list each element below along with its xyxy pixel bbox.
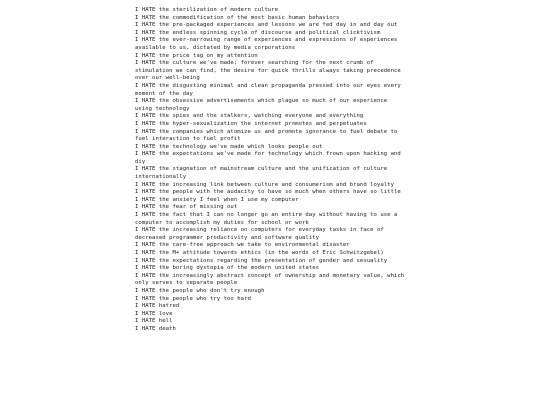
text-line: I HATE the expectations we've made for technology which frown upon hacking and diy — [135, 151, 401, 165]
text-line: I HATE the spies and the stalkers, watching everyone and everything — [135, 113, 364, 120]
text-line: I HATE the people with the audacity to have so much when others have so little — [135, 189, 401, 196]
text-line: I HATE love — [135, 310, 173, 317]
text-line: I HATE hell — [135, 318, 173, 325]
text-line: I HATE the culture we've made; forever searching for the next crumb of stimulation we can find, the desire for quick thrills always taking precedence over our well-being — [135, 60, 401, 82]
text-line: I HATE the hyper-sexualization the internet promotes and perpetuates — [135, 120, 367, 127]
text-line: I HATE the ever-narrowing range of experiences and expressions of experiences available to us, dictated by media corporations — [135, 37, 398, 51]
text-line: I HATE the pre-packaged experiences and lessons we are fed day in and day out — [135, 22, 398, 29]
text-line: I HATE hatred — [135, 303, 180, 310]
text-line: I HATE the increasing reliance on computers for everyday tasks in face of decreased programmer productivity and software quality — [135, 227, 384, 241]
text-line: I HATE the commodification of the most basic human behaviors — [135, 14, 340, 21]
text-line: I HATE the people who don't try enough — [135, 287, 265, 294]
text-line: I HATE the people who try too hard — [135, 295, 251, 302]
manifesto-text — [135, 7, 407, 334]
text-line: I HATE the boring dystopia of the modern united states — [135, 265, 320, 272]
text-line: I HATE the fact that I can no longer go an entire day without having to use a computer to accomplish my duties for school or work — [135, 212, 398, 226]
text-line: I HATE the companies which atomize us and promote ignorance to fuel debate to fuel interaction to fuel profit — [135, 128, 398, 143]
text-line: I HATE the endless spinning cycle of discourse and political clicktivism — [135, 29, 381, 36]
text-line: I HATE the fear of missing out — [135, 204, 238, 211]
text-line: I HATE the price tag on my attention — [135, 52, 258, 59]
text-line: I HATE the technology we've made which looks people out — [135, 143, 323, 150]
text-line: I HATE the increasing link between culture and consumerism and brand loyalty — [135, 181, 394, 188]
text-line: I HATE the M+ attitude towards ethics (in the words of Eric Schwitzgebel) — [135, 250, 384, 256]
text-line: I HATE death — [135, 325, 176, 332]
text-line: I HATE the stagnation of mainstream culture and the unification of culture internationally — [135, 166, 388, 181]
text-line: I HATE the increasingly abstract concept of ownership and monetary value, which only serves to separate people — [135, 272, 405, 287]
text-line: I HATE the expectations regarding the presentation of gender and sexuality — [135, 257, 388, 264]
text-line: I HATE the anxiety I feel when I use my computer — [135, 196, 299, 203]
text-line: I HATE the disgusting minimal and clean propaganda pressed into our eyes every moment of the day — [135, 82, 401, 97]
text-line: I HATE the care-free approach we take to environmental disaster — [135, 242, 350, 249]
text-line: I HATE the sterilization of modern culture — [135, 7, 279, 13]
text-line: I HATE the obsessive advertisements which plague so much of our experience using technology — [135, 98, 388, 112]
